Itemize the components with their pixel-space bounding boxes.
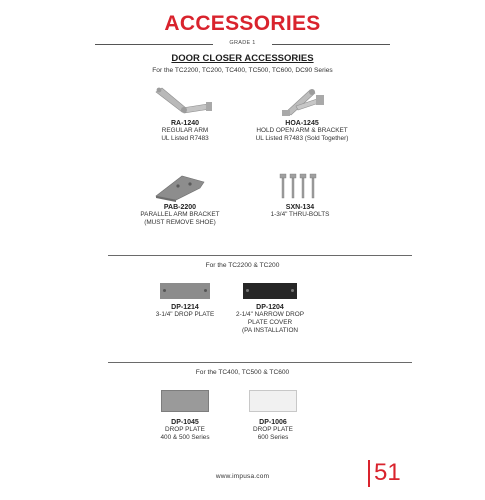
product-dp-1204 <box>225 283 315 335</box>
product-desc: HOLD OPEN ARM & BRACKET <box>256 127 348 134</box>
product-dp-1045 <box>135 390 235 442</box>
hold-open-arm-icon <box>272 82 332 118</box>
page-title: ACCESSORIES <box>164 12 321 35</box>
grade-rule <box>95 40 390 50</box>
product-sxn-134 <box>245 172 355 219</box>
drop-plate-image <box>249 390 297 412</box>
section-divider <box>108 255 412 256</box>
product-desc: REGULAR ARM <box>161 127 209 134</box>
product-desc-3: (PA INSTALLATION <box>241 327 299 334</box>
product-desc: PARALLEL ARM BRACKET <box>140 211 220 218</box>
section-divider <box>108 362 412 363</box>
product-desc: 3-1/4" DROP PLATE <box>155 311 215 318</box>
product-code: DP-1204 <box>256 304 284 311</box>
product-code: PAB-2200 <box>163 204 197 211</box>
product-desc: DROP PLATE <box>165 426 205 433</box>
product-hoa-1245 <box>238 82 366 143</box>
product-desc-2: UL Listed R7483 (Sold Together) <box>255 135 349 142</box>
page-number: 51 <box>374 459 401 486</box>
narrow-drop-plate-image <box>243 283 297 299</box>
section-title: DOOR CLOSER ACCESSORIES <box>171 53 314 64</box>
page-number-bar <box>368 460 370 487</box>
drop-plate-image <box>161 390 209 412</box>
grade-label: GRADE 1 <box>229 40 256 46</box>
drop-plate-image <box>160 283 210 299</box>
thru-bolts-icon <box>278 172 322 202</box>
product-code: DP-1214 <box>171 304 199 311</box>
product-desc-2: PLATE COVER <box>247 319 293 326</box>
product-dp-1006 <box>228 390 318 442</box>
product-pab-2200 <box>120 172 240 227</box>
series-group-2: For the TC2200 & TC200 <box>205 262 280 269</box>
product-code: SXN-134 <box>285 204 315 211</box>
product-code: DP-1006 <box>259 419 287 426</box>
product-desc-2: 600 Series <box>257 434 289 441</box>
series-main: For the TC2200, TC200, TC400, TC500, TC600, DC90 Series <box>152 67 333 74</box>
product-code: RA-1240 <box>170 120 199 127</box>
product-desc-2: UL Listed R7483 <box>161 135 209 142</box>
regular-arm-icon <box>152 82 218 118</box>
footer-url: www.impusa.com <box>215 473 270 480</box>
product-code: HOA-1245 <box>285 120 319 127</box>
product-dp-1214 <box>135 283 235 319</box>
grade-rule-right <box>272 44 390 45</box>
product-desc: 1-3/4" THRU-BOLTS <box>270 211 330 218</box>
parallel-arm-bracket-icon <box>152 172 208 202</box>
series-group-3: For the TC400, TC500 & TC600 <box>195 369 290 376</box>
product-ra-1240 <box>130 82 240 143</box>
product-desc: DROP PLATE <box>253 426 293 433</box>
product-desc: 2-1/4" NARROW DROP <box>236 311 304 318</box>
product-code: DP-1045 <box>171 419 199 426</box>
product-desc-2: (MUST REMOVE SHOE) <box>144 219 216 226</box>
product-desc-2: 400 & 500 Series <box>160 434 210 441</box>
